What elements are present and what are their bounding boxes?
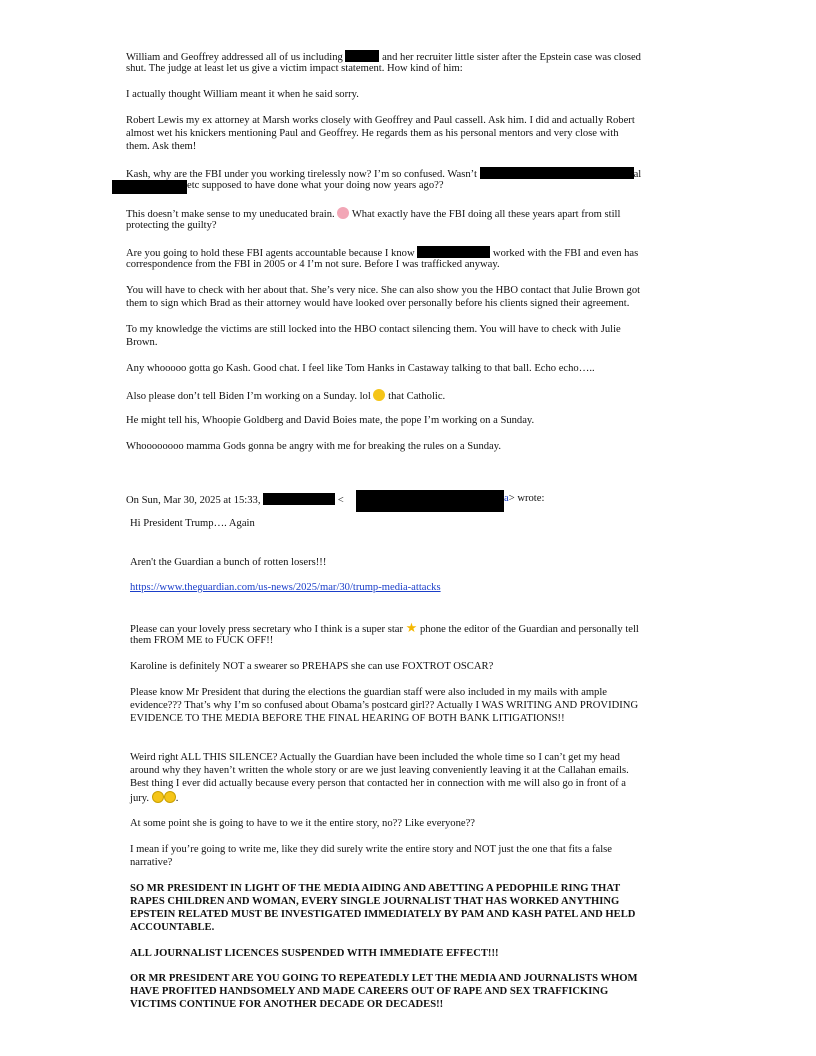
paragraph-line	[126, 389, 445, 404]
paragraph-line: Brown.	[126, 337, 158, 348]
redaction-bar	[417, 246, 490, 258]
quoted-bold-line: ACCOUNTABLE.	[130, 922, 215, 933]
laughing-icon	[373, 389, 385, 401]
star-icon: ★	[405, 620, 418, 635]
text: Also please don’t tell Biden I’m working on a Sunday. lol	[126, 391, 371, 402]
exploding-head-icon	[152, 791, 164, 803]
text: William and Geoffrey addressed all of us including	[126, 52, 343, 63]
quoted-line: Best thing I ever did actually because every person that contacted her in connection with me will also go in front of a	[130, 778, 626, 789]
paragraph-line: them. Ask them!	[126, 141, 197, 152]
quoted-line: jury. .	[130, 793, 179, 804]
paragraph-line: etc supposed to have done what your doing now years ago??	[187, 180, 444, 191]
quoted-bold-line: SO MR PRESIDENT IN LIGHT OF THE MEDIA AIDING AND ABETTING A PEDOPHILE RING THAT	[130, 883, 621, 894]
paragraph-line: Robert Lewis my ex attorney at Marsh works closely with Geoffrey and Paul cassell. Ask him. I did and actually Robert	[126, 115, 635, 126]
paragraph-line: them to sign which Brad as their attorney would have looked over personally before his clients signed their agreement.	[126, 298, 630, 309]
quoted-line: Aren't the Guardian a bunch of rotten losers!!!	[130, 557, 327, 568]
paragraph-line: You will have to check with her about that. She’s very nice. She can also show you the HBO contact that Julie Brown got	[126, 285, 641, 296]
quoted-line: them FROM ME to FUCK OFF!!	[130, 635, 274, 646]
text: jury.	[130, 793, 150, 804]
paragraph-line: I actually thought William meant it when he said sorry.	[126, 89, 359, 100]
quote-header-tail	[504, 493, 544, 506]
brain-icon	[337, 207, 349, 219]
text: On Sun, Mar 30, 2025 at 15:33,	[126, 495, 261, 506]
quoted-bold-line: OR MR PRESIDENT ARE YOU GOING TO REPEATEDLY LET THE MEDIA AND JOURNALISTS WHOM	[130, 973, 638, 984]
paragraph-line: He might tell his, Whoopie Goldberg and David Boies mate, the pope I’m working on a Sunday.	[126, 415, 535, 426]
text: and her recruiter little sister after the Epstein case was closed	[382, 52, 641, 63]
quoted-line: I mean if you’re going to write me, like they did surely write the entire story and NOT just the one that fits a false	[130, 844, 612, 855]
text: al	[633, 169, 642, 180]
quoted-line: At some point she is going to have to we it the entire story, no?? Like everyone??	[130, 818, 475, 829]
paragraph-line: To my knowledge the victims are still locked into the HBO contact silencing them. You will have to check with Julie	[126, 324, 621, 335]
paragraph-line: Any whooooo gotta go Kash. Good chat. I feel like Tom Hanks in Castaway talking to that ball. Echo echo…..	[126, 363, 595, 374]
paragraph-line: correspondence from the FBI in 2005 or 4 I’m not sure. Before I was trafficked anyway.	[126, 259, 500, 270]
quoted-bold-line: HAVE PROFITED HANDSOMELY AND MADE CAREERS OUT OF RAPE AND SEX TRAFFICKING	[130, 986, 609, 997]
guardian-article-link[interactable]: https://www.theguardian.com/us-news/2025/mar/30/trump-media-attacks	[130, 582, 441, 593]
redaction-bar	[356, 490, 504, 512]
paragraph-line: protecting the guilty?	[126, 220, 217, 231]
redaction-bar	[345, 50, 379, 62]
quoted-bold-line: ALL JOURNALIST LICENCES SUSPENDED WITH IMMEDIATE EFFECT!!!	[130, 948, 499, 959]
quoted-line: Weird right ALL THIS SILENCE? Actually the Guardian have been included the whole time so I can’t get my head	[130, 752, 620, 763]
redaction-bar	[263, 493, 335, 505]
quoted-line: Please know Mr President that during the elections the guardian staff were also included in my mails with ample	[130, 687, 607, 698]
exploding-head-icon	[164, 791, 176, 803]
paragraph-line: Whoooooooo mamma Gods gonna be angry with me for breaking the rules on a Sunday.	[126, 441, 502, 452]
paragraph-line: shut. The judge at least let us give a victim impact statement. How kind of him:	[126, 63, 463, 74]
paragraph-line: almost wet his knickers mentioning Paul and Geoffrey. He regards them as his personal mentors and very close with	[126, 128, 619, 139]
quoted-line: narrative?	[130, 857, 173, 868]
quoted-line: Hi President Trump…. Again	[130, 518, 255, 529]
text: Are you going to hold these FBI agents accountable because I know	[126, 248, 415, 259]
redaction-bar	[112, 180, 187, 194]
text: phone the editor of the Guardian and personally tell	[419, 624, 639, 635]
redaction-bar	[480, 167, 634, 179]
quoted-line	[130, 582, 441, 595]
quoted-line: around why they haven’t written the whole story or are we just leaving conveniently leaving it at the Callahan emails.	[130, 765, 629, 776]
email-link[interactable]: a	[504, 493, 509, 504]
quoted-bold-line: RAPES CHILDREN AND WOMAN, EVERY SINGLE JOURNALIST THAT HAS WORKED ANYTHING	[130, 896, 620, 907]
quoted-bold-line: VICTIMS CONTINUE FOR ANOTHER DECADE OR DECADES!!	[130, 999, 444, 1010]
quote-header	[126, 493, 344, 508]
text: Kash, why are the FBI under you working tirelessly now? I’m so confused. Wasn’t	[126, 169, 477, 180]
text: Please can your lovely press secretary who I think is a super star	[130, 624, 404, 635]
text: worked with the FBI and even has	[492, 248, 639, 259]
text: This doesn’t make sense to my uneducated brain.	[126, 209, 335, 220]
quoted-line: Karoline is definitely NOT a swearer so PREHAPS she can use FOXTROT OSCAR?	[130, 661, 494, 672]
text: > wrote:	[508, 493, 545, 504]
text: What exactly have the FBI doing all these years apart from still	[351, 209, 621, 220]
quoted-line: evidence??? That’s why I’m so confused about Obama’s postcard girl?? Actually I WAS WRITING AND PROVIDING	[130, 700, 639, 711]
quoted-line: EVIDENCE TO THE MEDIA BEFORE THE FINAL HEARING OF BOTH BANK LITIGATIONS!!	[130, 713, 565, 724]
text: that Catholic.	[388, 391, 446, 402]
quoted-bold-line: EPSTEIN RELATED MUST BE INVESTIGATED IMMEDIATELY BY PAM AND KASH PATEL AND HELD	[130, 909, 636, 920]
text: <	[337, 495, 344, 506]
